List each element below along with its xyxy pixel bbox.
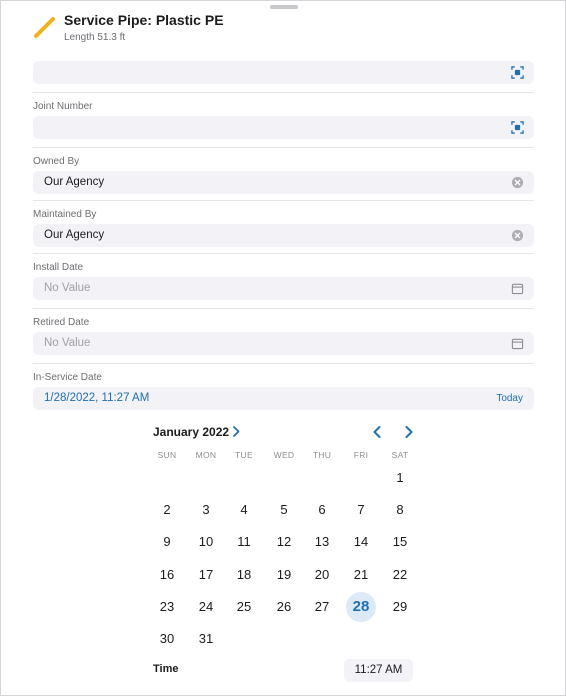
calendar-day[interactable]: 9: [163, 534, 171, 549]
calendar-day[interactable]: 31: [198, 631, 214, 646]
calendar-day[interactable]: 13: [314, 534, 330, 549]
pencil-icon: [33, 15, 57, 39]
chevron-right-icon[interactable]: [232, 425, 241, 438]
divider: [33, 308, 534, 309]
maintained-by-field[interactable]: [33, 224, 534, 247]
calendar-day[interactable]: 25: [236, 599, 252, 614]
clear-icon[interactable]: [511, 229, 524, 242]
calendar-day[interactable]: 10: [198, 534, 214, 549]
calendar-icon[interactable]: [511, 282, 524, 295]
in-service-date-label: In-Service Date: [33, 372, 102, 383]
calendar-day[interactable]: 23: [159, 599, 175, 614]
calendar-day[interactable]: 15: [392, 534, 408, 549]
install-date-field[interactable]: [33, 277, 534, 300]
weekday-label: FRI: [353, 450, 369, 460]
sheet-grabber[interactable]: [270, 5, 298, 9]
install-date-label: Install Date: [33, 262, 84, 273]
retired-date-placeholder: No Value: [44, 337, 91, 349]
asset-id-field[interactable]: [33, 61, 534, 84]
joint-number-field[interactable]: [33, 116, 534, 139]
calendar-day[interactable]: 30: [159, 631, 175, 646]
maintained-by-label: Maintained By: [33, 209, 97, 220]
previous-month-icon[interactable]: [371, 425, 383, 439]
calendar-icon[interactable]: [511, 337, 524, 350]
month-year-label[interactable]: January 2022: [153, 425, 230, 439]
next-month-icon[interactable]: [403, 425, 415, 439]
scan-icon[interactable]: [511, 121, 524, 134]
calendar-day[interactable]: 8: [396, 502, 404, 517]
calendar-day[interactable]: 6: [318, 502, 326, 517]
today-button[interactable]: Today: [496, 393, 523, 404]
page-subtitle: Length 51.3 ft: [64, 32, 126, 43]
calendar-day[interactable]: 27: [314, 599, 330, 614]
calendar-day-selected[interactable]: 28: [346, 592, 376, 622]
page-title: Service Pipe: Plastic PE: [64, 12, 224, 28]
weekday-label: SUN: [157, 450, 177, 460]
calendar-day[interactable]: 5: [280, 502, 288, 517]
calendar-day[interactable]: 29: [392, 599, 408, 614]
calendar-day[interactable]: 4: [240, 502, 248, 517]
calendar-day[interactable]: 17: [198, 567, 214, 582]
calendar-day[interactable]: 20: [314, 567, 330, 582]
calendar-day[interactable]: 7: [357, 502, 365, 517]
time-label: Time: [153, 663, 179, 675]
weekday-label: WED: [273, 450, 295, 460]
calendar-day[interactable]: 12: [276, 534, 292, 549]
calendar-day[interactable]: 2: [163, 502, 171, 517]
time-picker[interactable]: 11:27 AM: [344, 659, 413, 682]
scan-icon[interactable]: [511, 66, 524, 79]
calendar-day[interactable]: 22: [392, 567, 408, 582]
owned-by-field[interactable]: [33, 171, 534, 194]
calendar-day[interactable]: 1: [396, 470, 404, 485]
divider: [33, 253, 534, 254]
retired-date-label: Retired Date: [33, 317, 90, 328]
weekday-label: TUE: [235, 450, 253, 460]
calendar-day[interactable]: 16: [159, 567, 175, 582]
calendar-day[interactable]: 18: [236, 567, 252, 582]
weekday-label: THU: [312, 450, 332, 460]
install-date-placeholder: No Value: [44, 282, 91, 294]
weekday-label: SAT: [391, 450, 409, 460]
in-service-date-field[interactable]: [33, 387, 534, 410]
calendar-day[interactable]: 11: [237, 534, 251, 549]
calendar-day[interactable]: 21: [353, 567, 369, 582]
calendar-day[interactable]: 19: [276, 567, 292, 582]
divider: [33, 363, 534, 364]
joint-number-label: Joint Number: [33, 101, 93, 112]
divider: [33, 147, 534, 148]
owned-by-label: Owned By: [33, 156, 80, 167]
calendar-day[interactable]: 14: [353, 534, 369, 549]
calendar-day[interactable]: 3: [202, 502, 210, 517]
retired-date-field[interactable]: [33, 332, 534, 355]
owned-by-value: Our Agency: [44, 176, 105, 188]
calendar-day[interactable]: 24: [198, 599, 214, 614]
maintained-by-value: Our Agency: [44, 229, 105, 241]
weekday-label: MON: [195, 450, 217, 460]
divider: [33, 92, 534, 93]
calendar-day[interactable]: 26: [276, 599, 292, 614]
in-service-date-value: 1/28/2022, 11:27 AM: [44, 392, 150, 404]
clear-icon[interactable]: [511, 176, 524, 189]
divider: [33, 200, 534, 201]
